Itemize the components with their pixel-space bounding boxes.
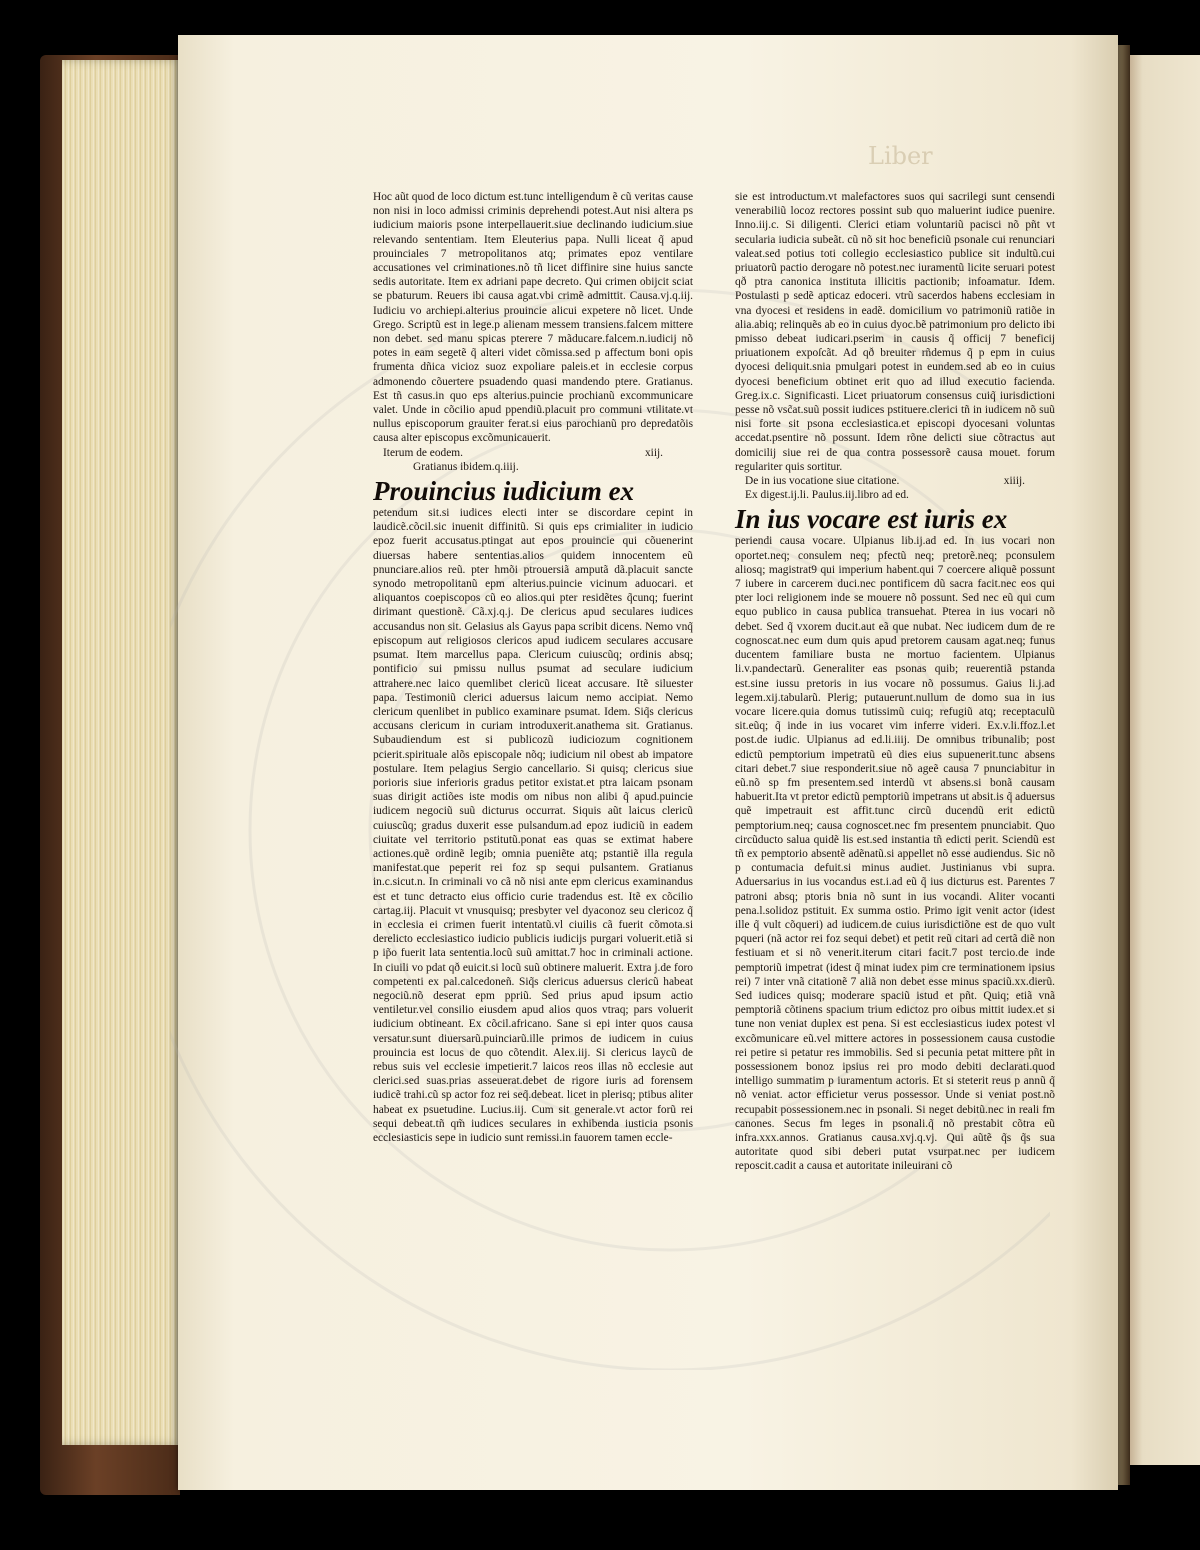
- right-text-column: [735, 190, 1055, 1174]
- running-head: Liber: [868, 142, 933, 170]
- left-paragraph-1: Hoc aũt quod de loco dictum est.tunc intelligendum ẽ cũ veritas cause non nisi in loco admissi criminis deprehendi potest.Aut nisi altera ps iudicium maioris psone interpellauerit.siue declinando iudicium.siue relevando sententiam. Item Eleuterius papa. Nulli liceat q̃ apud prouinciales 7 metropolitanos atq; primates epoz ventilare accusationes vel criminationes.nõ tñ licet diffinire sine huius sancte sedis autoritate. Item ex adriani pape decreto. Qui crimen obijcit sciat se pbaturum. Reuers ibi causa agat.vbi crimẽ admittit. Causa.vj.q.iij. Iudiciu vo archiepi.alterius prouincie alicui expetere nõ licet. Unde Grego. Scriptũ est in lege.p alienam messem transiens.falcem mittere non debet. sed manu spicas pterere 7 mãducare.falcem.n.iudicij nõ potes in eam segetẽ q̃ alteri videt cõmissa.sed p affectum boni opis frumenta dñica vicioz suoz expoliare paleis.et in ecclesie corpus admonendo cõuertere psuadendo quasi mandendo ptere. Gratianus. Est tñ casus.in quo eps alterius.puincie prochianũ excommunicare valet. Unde in cõcilio apud ppendiũ.placuit pro communi vtilitate.vt nullus episcoporum grauiter ferat.si eius parochianũ pro depredatõis causa alter episcopus excõmunicauerit.: [373, 191, 693, 445]
- left-rubric-number: xiij.: [644, 446, 663, 459]
- left-rubric-title: Iterum de eodem.: [383, 446, 464, 459]
- right-paragraph-1: sie est introductum.vt malefactores suos qui sacrilegi sunt censendi venerabiliũ locoz rectores possint sub quo maluerint iudice puenire. Inno.iij.c. Si diligenti. Clerici etiam voluntariũ pacisci nõ pñt vt secularia iudicia subeãt. cũ nõ sit hoc beneficiũ psonale cui renunciari valeat.sed potius toti collegio ecclesiastico publice sit indultũ.cui priuatorũ pactio derogare nõ potest.nec iuramentũ licite seruari potest qð ptra canonica instituta illicitis pactionib; infoamatur. Idem. Postulasti p sedẽ apticaz edoceri. vtrũ sacerdos habens ecclesiam in vna dyocesi et residens in eadẽ. domicilium vo patrimoniũ ratiõe in alia.abiq; relinquẽs ab eo in cuius dyoc.bẽ patrimonium pro delicto ibi pmisso debeat iudicari.pserim in causis q̃ officij 7 beneficij priuationem expoſcãt. Ad qð breuiter rñdemus q̃ p epm in cuius dyocesi deliquit.snia pmulgari potest in eundem.sed ab eo in cuius dyocesi beneficium obtinet erit quo ad illud executio facienda. Greg.ix.c. Significasti. Licet priuatorum consensus cuiq̃ iurisdictioni pesse nõ vsc̃at.suũ possit iudices pstituere.clerici tñ in iudicem nõ suũ nisi forte sit psona ecclesiastica.et episcopi dyocesani voluntas accedat.psentire nõ possunt. Idem rõne delicti siue cõtractus aut domicilij siue rei de qua contra possessorẽ causa mouet. forum regulariter quis sortitur.: [735, 191, 1055, 473]
- left-text-column: [373, 190, 693, 1145]
- right-heading: In ius vocare est iuris ex: [735, 504, 1008, 535]
- left-rubric: [373, 446, 693, 460]
- page-fore-edge: [62, 60, 182, 1445]
- left-rubric-source: Gratianus ibidem.q.iiij.: [413, 460, 519, 473]
- right-rubric: [735, 474, 1055, 488]
- left-heading: Prouincius iudicium ex: [373, 476, 635, 507]
- right-rubric-source: Ex digest.ij.li. Paulus.iij.libro ad ed.: [745, 489, 909, 502]
- left-paragraph-2: petendum sit.si iudices electi inter se discordare cepint in laudicẽ.cõcil.sic inuenit diffinitũ. Si quis eps crimialiter in iudicio epoz fuerit accusatus.ptingat aut epos prouincie qui cõuenerint diuersas habere sententias.alios quidem innocentem eũ pnunciare.alios reũ. pter hmõi ptrouersiã amputã dã.placuit sancte synodo metropolitanũ epm alterius.puincie vicinum aduocari. et aliquantos coepiscopos cũ eo alios.qui pter residẽtes q̃cunq; fuerint dirimant questionẽ. Cã.xj.q.j. De clericus apud seculares iudices accusandus non sit. Gelasius als Gayus papa scribit dicens. Nemo vnq̃ episcopum aut religiosos clericos apud iudicem seculares accusare psumat. Item marcellus papa. Clericum cuiuscũq; ordinis absq; pontificio sui pmissu nullus psumat ad seculare iudicium attrahere.nec laico quemlibet clericũ liceat accusare. Itẽ siluester papa. Testimoniũ clerici aduersus laicum nemo accipiat. Nemo clericum quenlibet in publico examinare psumat. Idem. Siq̃s clericus accusans clericum in curiam introduxerit.anathema sit. Gratianus. Subaudiendum est si publicozũ iudiciozum cognitionem pcierit.spirituale alõs episcopale nõq; iudicium nil obest ab impatore postulare. Item pelagius Sergio cancellario. Si quisq; clericus siue porioris siue inferioris gradus petitor existat.et ptra laicam psonam suas dirigit actiões iste modis om nibus non alibi q̃ apud.puincie iudicem negociũ suũ dicturus occurrat. Siquis aũt laicus clericũ cuiuscũq; gradus duxerit esse pulsandum.ad epoz iudiciũ in eadem ciuitate vel territorio pstitutũ.ponat eas quas se extimat habere actiones.quẽ ordinẽ legib; omnia pueniẽte atq; pstantiẽ illa regula manifestat.que peperit rei foz sp sequi pulsantem. Gratianus in.c.sicut.n. In criminali vo cã nõ nisi ante epm clericus examinandus est et tunc detracto eius officio curie tradendus est. Itẽ ex cõcilio cartag.iij. Placuit vt vnusquisq; presbyter vel dyaconoz seu clericoz q̃ in ecclesia ei crimen fuerit intentatũ.vl ciuilis cã fuerit cõmota.si derelicto ecclesiastico iudicio publicis iudicijs purgari voluerit.etiã si p ip̃o fuerit lata sententia.locũ suũ amittat.7 hoc in criminali actione. In ciuili vo pdat qð euicit.si locũ suũ obtinere maluerit. Extra j.de foro competenti ex pal.calcedoneñ. Siq̃s clericus aduersus clericũ habeat negociũ.nõ deserat epm ppriũ. Sed prius apud ipsum actio ventiletur.vel consilio eiusdem apud alios quos vtraq; pars voluerit iudicium obtineant. Ex cõcil.africano. Sane si epi inter quos causa versatur.sunt diuersarũ.puinciarũ.ille primos de iudicem in cuius prouincia est locus de quo cõtendit. Alex.iij. Si clericus laycũ de rebus suis vel ecclesie impetierit.7 laicos reos illas nõ ecclesie aut clerici.sed suas.prias asseuerat.debet de rigore iuris ad forensem iudicẽ trahi.cũ sp actor foz rei seq̃.debeat. licet in plerisq; ptibus aliter habeat ex psuetudine. Lucius.iij. Cum sit generale.vt actor forũ rei sequi debeat.tñ qm̃ iudices seculares in exhibenda iusticia psonis ecclesiasticis sepe in iudicio sunt remissi.in fauorem tamen eccle-: [373, 507, 693, 1144]
- right-rubric-title: De in ius vocatione siue citatione.: [745, 475, 900, 488]
- right-rubric-number: xiiij.: [1003, 475, 1025, 488]
- right-paragraph-2: periendi causa vocare. Ulpianus lib.ij.ad ed. In ius vocari non oportet.neq; consulem neq; pfectũ neq; pretorẽ.neq; pconsulem aliosq; magistrat9 qui imperium habent.qui 7 coercere aliquẽ possunt 7 iubere in carcerem duci.nec pontificem dũ sacra facit.nec eos qui pter loci religionem inde se mouere nõ possunt. Sed nec eũ qui cum equo publico in causa publica transuehat. Pterea in ius vocari nõ debet. Sed q̃ vxorem ducit.aut eã que nubat. Nec iudicem dum de re cognoscat.nec eum dum quis apud pretorem causam agat.neq; funus ducentem familiare busta ne mortuo facientem. Ulpianus li.v.pandectarũ. Generaliter eas psonas quib; reuerentiã pstanda est.sine iussu pretoris in ius vocare nõ possumus. Gaius li.j.ad legem.xij.tabularũ. Plerig; putauerunt.nullum de domo sua in ius vocare licere.quia domus tutissimũ cuiq; refugiũ atq; receptaculũ sit.eũq; q̃ inde in ius vocaret vim inferre videri. Ex.v.li.ffoz.l.et post.de iudic. Ulpianus ad ed.li.iiij. De omnibus tribunalib; post edictũ pemptorium impetratũ eũ dies eius supuenerit.tunc absens citari debet.7 siue responderit.siue nõ ageẽ causa 7 pnunciabitur in eũ.nõ sp fm presentem.sed interdũ vt absens.si bonã causam habuerit.Ita vt pretor edictũ pemptoriũ impetrans ut absit.is q̃ aduersus quẽ impetrauit est affit.tunc circũ ducendũ erit edictũ pemptorium.neq; causa cognoscet.nec fm presentem pnunciabit. Quo circũducto salua quidẽ lis est.sed instantia tñ edicti perit. Sciendũ est tñ ex pemptorio absentẽ adẽnatũ.si appellet nõ esse audiendus. Sic nõ p contumacia defuit.si minus audiet. Justinianus vbi supra. Aduersarius in ius vocandus est.i.ad eũ q̃ ius dicturus est. Parentes 7 patroni absq; ptoris bnia nõ sunt in ius vocandi. Aliter vocanti pena.l.solidoz pstituit. Ex summa ostio. Primo igit venit actor (idest ille q̃ vult cõqueri) ad iudicem.de cuius iurisdictiõne est de quo vult pqueri (nã actor rei foz sequi debet) et petit reũ citari ad certã diẽ non festiuam et si nõ venerit.iterum citari facit.7 post tercio.de inde pemptoriũ impetrat (idest q̃ minat iudex pim cre terminationem ipsius rei) 7 inter vnã citationẽ 7 aliã non debet esse minus spaciũ.xx.dierũ. Sed iudices quisq; moderare spaciũ istud et pñt. Quiq; etiã vnã pemptoriã cõtinens spacium trium edictoz pro oibus mittit iudex.et si tune non veniat duplex est pena. Si est ecclesiasticus iudex potest vl excõmunicare eũ.vel mittere actores in possessionem causa custodie rei petire si petatur res immobilis. Sed si pecunia petat mittere pñt in possessionem bonoz ipsius rei pro modo debiti declarati.quod intelligo summatim p iuramentum actoris. Et si steterit reus p annũ q̃ nõ veniat. actor efficietur verus possessor. Unde si veniat post.nõ recupabit possessionem.nec in psonali. Si neget debitũ.nec in reali fm canones. Secus fm leges in psonali.q̃ nõ prestabit cõtra eũ infra.xxx.annos. Gratianus causa.xvj.q.vj. Qui aũtẽ q̃s q̃s sua autoritate quod sibi deberi putat vsurpat.nec per iudicem reposcit.cadit a causa et autoritate inileuirani cõ: [735, 535, 1055, 1173]
- facing-page: [1118, 55, 1200, 1465]
